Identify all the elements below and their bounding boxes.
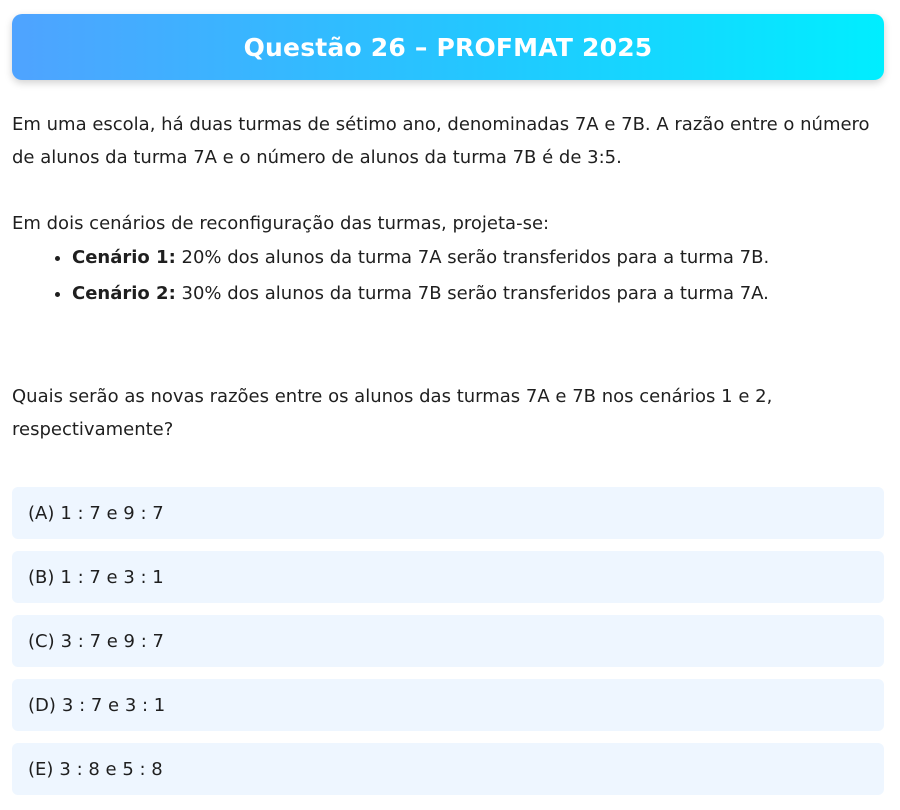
scenario-text-1: 20% dos alunos da turma 7A serão transferidos para a turma 7B.	[175, 247, 770, 268]
question-title: Questão 26 – PROFMAT 2025	[243, 32, 653, 62]
question-statement	[12, 108, 884, 446]
scenario-text-2: 30% dos alunos da turma 7B serão transferidos para a turma 7A.	[175, 283, 769, 304]
option-e[interactable]	[12, 743, 884, 795]
option-c[interactable]	[12, 615, 884, 667]
scenario-item-1	[72, 240, 884, 276]
option-letter-e: (E)	[28, 758, 54, 780]
option-d[interactable]	[12, 679, 884, 731]
scenario-list	[12, 240, 884, 312]
option-text-b: 1 : 7 e 3 : 1	[60, 566, 164, 588]
option-letter-a: (A)	[28, 502, 55, 524]
answer-options	[12, 487, 884, 807]
option-b[interactable]	[12, 551, 884, 603]
option-text-d: 3 : 7 e 3 : 1	[61, 694, 166, 716]
option-text-e: 3 : 8 e 5 : 8	[59, 758, 163, 780]
intro-paragraph: Em uma escola, há duas turmas de sétimo ano, denominadas 7A e 7B. A razão entre o número de alunos da turma 7A e o número de alunos da turma 7B é de 3:5.	[12, 114, 870, 168]
option-letter-c: (C)	[28, 630, 55, 652]
option-text-a: 1 : 7 e 9 : 7	[60, 502, 164, 524]
scenario-label-1: Cenário 1:	[72, 247, 176, 268]
question-header	[12, 14, 884, 80]
option-text-c: 3 : 7 e 9 : 7	[60, 630, 164, 652]
question-text: Quais serão as novas razões entre os alunos das turmas 7A e 7B nos cenários 1 e 2, respectivamente?	[12, 386, 773, 440]
option-letter-d: (D)	[28, 694, 56, 716]
scenarios-intro: Em dois cenários de reconfiguração das turmas, projeta-se:	[12, 213, 550, 234]
option-a[interactable]	[12, 487, 884, 539]
option-letter-b: (B)	[28, 566, 55, 588]
scenario-label-2: Cenário 2:	[72, 283, 176, 304]
scenario-item-2	[72, 276, 884, 312]
